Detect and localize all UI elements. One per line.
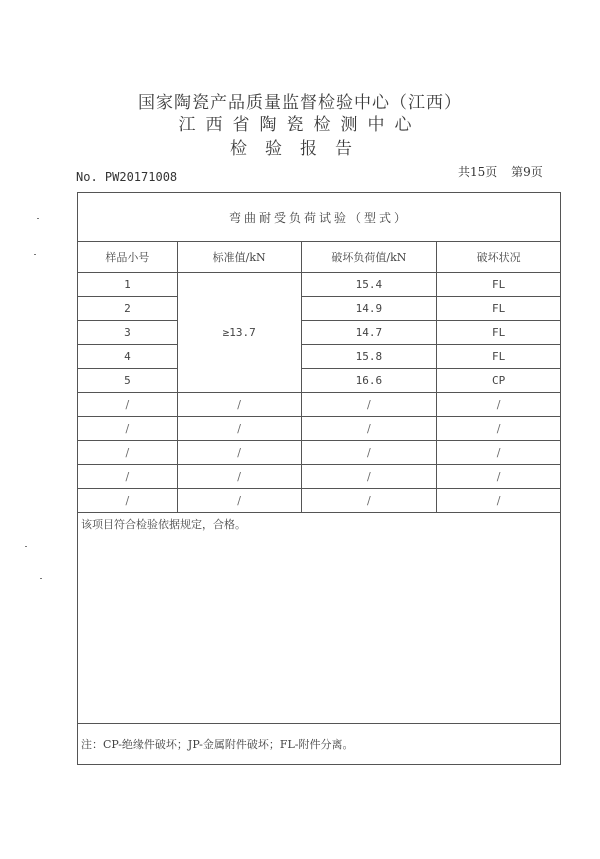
failure-status: FL <box>437 321 561 345</box>
empty-cell: / <box>437 441 561 465</box>
empty-cell: / <box>437 393 561 417</box>
sample-no: 5 <box>78 369 178 393</box>
empty-cell: / <box>177 441 301 465</box>
failure-load: 15.4 <box>301 273 437 297</box>
empty-cell: / <box>301 489 437 513</box>
scan-speck <box>25 546 27 547</box>
conclusion: 该项目符合检验依据规定，合格。 <box>78 513 561 724</box>
empty-table-row <box>78 465 561 489</box>
failure-status: FL <box>437 297 561 321</box>
empty-cell: / <box>177 393 301 417</box>
empty-cell: / <box>301 465 437 489</box>
failure-load: 14.9 <box>301 297 437 321</box>
empty-table-row <box>78 417 561 441</box>
column-header-standard: 标准值/kN <box>177 242 301 273</box>
failure-load: 14.7 <box>301 321 437 345</box>
empty-cell: / <box>177 417 301 441</box>
header-center: 江西省陶瓷检测中心 <box>178 115 422 135</box>
column-header-failure-load: 破坏负荷值/kN <box>301 242 437 273</box>
table-row <box>78 321 561 345</box>
report-number: No. PW20171008 <box>76 170 178 184</box>
column-header-sample-no: 样品小号 <box>78 242 178 273</box>
page-indicator <box>458 163 543 180</box>
empty-cell: / <box>78 465 178 489</box>
scan-speck <box>37 218 39 219</box>
empty-table-row <box>78 441 561 465</box>
empty-cell: / <box>301 441 437 465</box>
table-row <box>78 273 561 297</box>
current-page: 第9页 <box>511 165 543 179</box>
failure-load: 16.6 <box>301 369 437 393</box>
header-institution: 国家陶瓷产品质量监督检验中心（江西） <box>138 93 462 113</box>
empty-cell: / <box>301 417 437 441</box>
sample-no: 4 <box>78 345 178 369</box>
total-pages: 共15页 <box>458 165 498 179</box>
failure-load: 15.8 <box>301 345 437 369</box>
empty-cell: / <box>301 393 437 417</box>
standard-value: ≥13.7 <box>177 273 301 393</box>
column-header-failure-status: 破坏状况 <box>437 242 561 273</box>
failure-status: CP <box>437 369 561 393</box>
failure-status: FL <box>437 273 561 297</box>
table-row <box>78 369 561 393</box>
table-row <box>78 345 561 369</box>
empty-cell: / <box>78 489 178 513</box>
test-title: 弯曲耐受负荷试验（型式） <box>78 193 561 242</box>
test-report-table <box>77 192 561 765</box>
legend-note: 注：CP-绝缘件破坏；JP-金属附件破坏；FL-附件分离。 <box>78 724 561 765</box>
table-header-row <box>78 242 561 273</box>
sample-no: 1 <box>78 273 178 297</box>
sample-no: 2 <box>78 297 178 321</box>
sample-no: 3 <box>78 321 178 345</box>
empty-cell: / <box>437 465 561 489</box>
empty-cell: / <box>437 489 561 513</box>
empty-cell: / <box>437 417 561 441</box>
empty-table-row <box>78 393 561 417</box>
empty-cell: / <box>177 465 301 489</box>
empty-cell: / <box>78 441 178 465</box>
empty-cell: / <box>78 417 178 441</box>
empty-cell: / <box>78 393 178 417</box>
scan-speck <box>40 578 42 579</box>
empty-cell: / <box>177 489 301 513</box>
failure-status: FL <box>437 345 561 369</box>
scan-speck <box>34 254 36 255</box>
empty-table-row <box>78 489 561 513</box>
table-row <box>78 297 561 321</box>
header-report-type: 检验报告 <box>230 139 370 159</box>
